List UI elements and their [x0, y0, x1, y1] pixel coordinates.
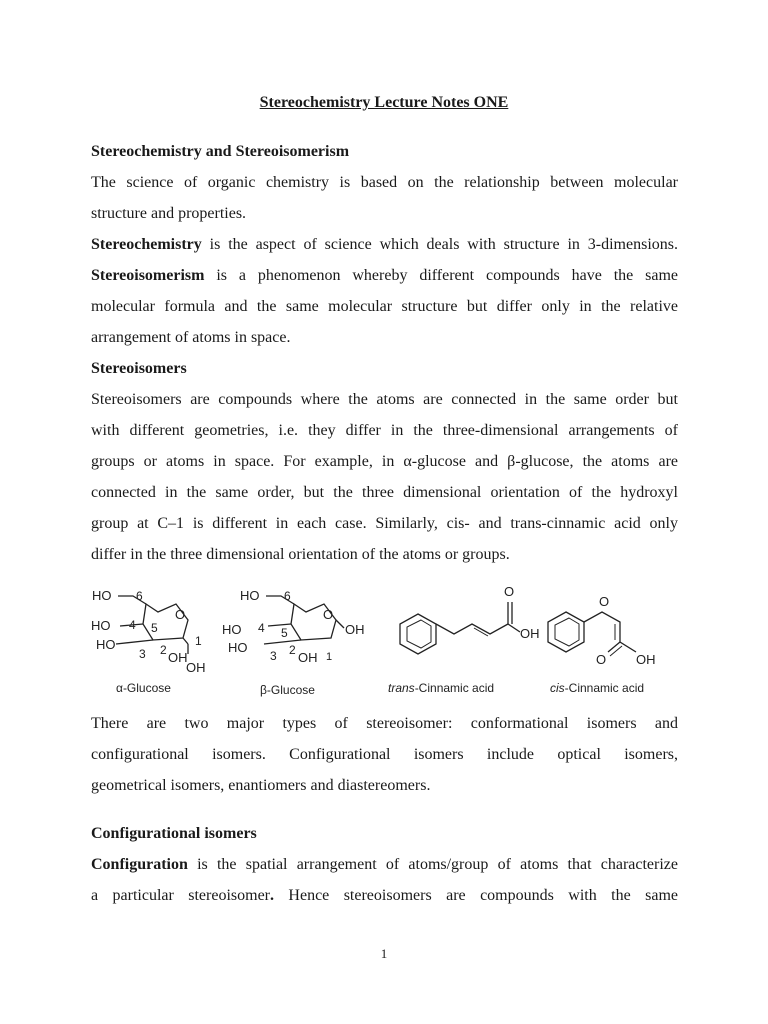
term-configuration: Configuration [91, 856, 188, 873]
structure-label: HO [91, 618, 111, 633]
structure-label: OH [168, 650, 188, 665]
paragraph-text: a particular stereoisomer [91, 887, 270, 904]
paragraph-line: arrangement of atoms in space. [91, 329, 291, 346]
paragraph-text: is the aspect of science which deals with structure in 3-dimensions. [201, 236, 678, 253]
caption-italic: cis [550, 681, 565, 695]
structure-label: HO [222, 622, 242, 637]
structure-label: 2 [289, 643, 296, 657]
caption-text: -Cinnamic acid [414, 681, 495, 695]
paragraph-line: connected in the same order, but the three dimensional orientation of the hydroxyl [91, 484, 678, 501]
paragraph-line: configurational isomers. Configurational isomers include optical isomers, [91, 746, 678, 763]
structure-caption-beta-glucose: β-Glucose [260, 683, 315, 697]
structure-label: 3 [270, 649, 277, 663]
caption-text: -Cinnamic acid [564, 681, 645, 695]
paragraph-line: structure and properties. [91, 205, 247, 222]
paragraph-line: differ in the three dimensional orientation of the atoms or groups. [91, 546, 510, 563]
paragraph-period: . [270, 887, 274, 904]
structure-label: HO [96, 637, 116, 652]
structure-caption-alpha-glucose: α-Glucose [116, 681, 171, 695]
paragraph-line: group at C–1 is different in each case. Similarly, cis- and trans-cinnamic acid only [91, 515, 678, 532]
structure-label: O [599, 594, 610, 609]
structure-label: OH [636, 652, 656, 667]
structure-label: OH [298, 650, 318, 665]
caption-italic: trans [388, 681, 415, 695]
page-title: Stereochemistry Lecture Notes ONE [259, 94, 509, 111]
paragraph-text: is a phenomenon whereby different compounds have the same [204, 267, 678, 284]
paragraph-stereoisomerism-definition [91, 267, 678, 285]
paragraph-line: groups or atoms in space. For example, in α-glucose and β-glucose, the atoms are [91, 453, 678, 470]
structure-label: OH [520, 626, 540, 641]
structure-label: O [504, 584, 515, 599]
structure-label: 2 [160, 643, 167, 657]
structure-label: 4 [258, 621, 265, 635]
structure-label: HO [228, 640, 248, 655]
trans-cinnamic-acid-structure [400, 602, 520, 654]
section-heading-stereochemistry: Stereochemistry and Stereoisomerism [91, 143, 350, 160]
structure-label: O [596, 652, 607, 667]
paragraph-stereochemistry-definition [91, 236, 678, 254]
cis-cinnamic-acid-structure [548, 612, 636, 656]
term-stereoisomerism: Stereoisomerism [91, 267, 205, 284]
paragraph-line: with different geometries, i.e. they differ in the three-dimensional arrangements of [91, 422, 678, 439]
structure-label: 5 [151, 621, 158, 635]
structure-label: 1 [326, 651, 333, 663]
structure-label: 4 [129, 618, 136, 632]
paragraph-line: The science of organic chemistry is based on the relationship between molecular [91, 174, 678, 191]
structure-label: 3 [139, 647, 146, 661]
paragraph-line: Stereoisomers are compounds where the atoms are connected in the same order but [91, 391, 678, 408]
paragraph-configuration-definition [91, 856, 678, 874]
section-heading-stereoisomers: Stereoisomers [91, 360, 187, 377]
structure-label: HO [92, 588, 112, 603]
paragraph-text: is the spatial arrangement of atoms/group of atoms that characterize [187, 856, 678, 873]
paragraph-text: Hence stereoisomers are compounds with the same [274, 887, 678, 904]
paragraph-line: There are two major types of stereoisomer: conformational isomers and [91, 715, 678, 732]
section-heading-configurational-isomers: Configurational isomers [91, 825, 257, 842]
paragraph-line [91, 887, 678, 905]
structure-label: 6 [284, 589, 291, 603]
term-stereochemistry: Stereochemistry [91, 236, 202, 253]
structure-label: 1 [195, 634, 202, 648]
structure-label: O [175, 607, 186, 622]
structure-label: O [323, 607, 334, 622]
structure-label: 6 [136, 589, 143, 603]
paragraph-line: molecular formula and the same molecular structure but differ only in the relative [91, 298, 678, 315]
structures-svg [88, 582, 688, 702]
stereoisomer-structures-figure [88, 582, 688, 702]
structure-label: OH [186, 660, 206, 675]
structure-caption-cis-cinnamic-acid [550, 681, 644, 695]
paragraph-line: geometrical isomers, enantiomers and diastereomers. [91, 777, 431, 794]
structure-label: OH [345, 622, 365, 637]
structure-label: 5 [281, 626, 288, 640]
page-number: 1 [380, 946, 388, 961]
structure-caption-trans-cinnamic-acid [388, 681, 494, 695]
structure-label: HO [240, 588, 260, 603]
